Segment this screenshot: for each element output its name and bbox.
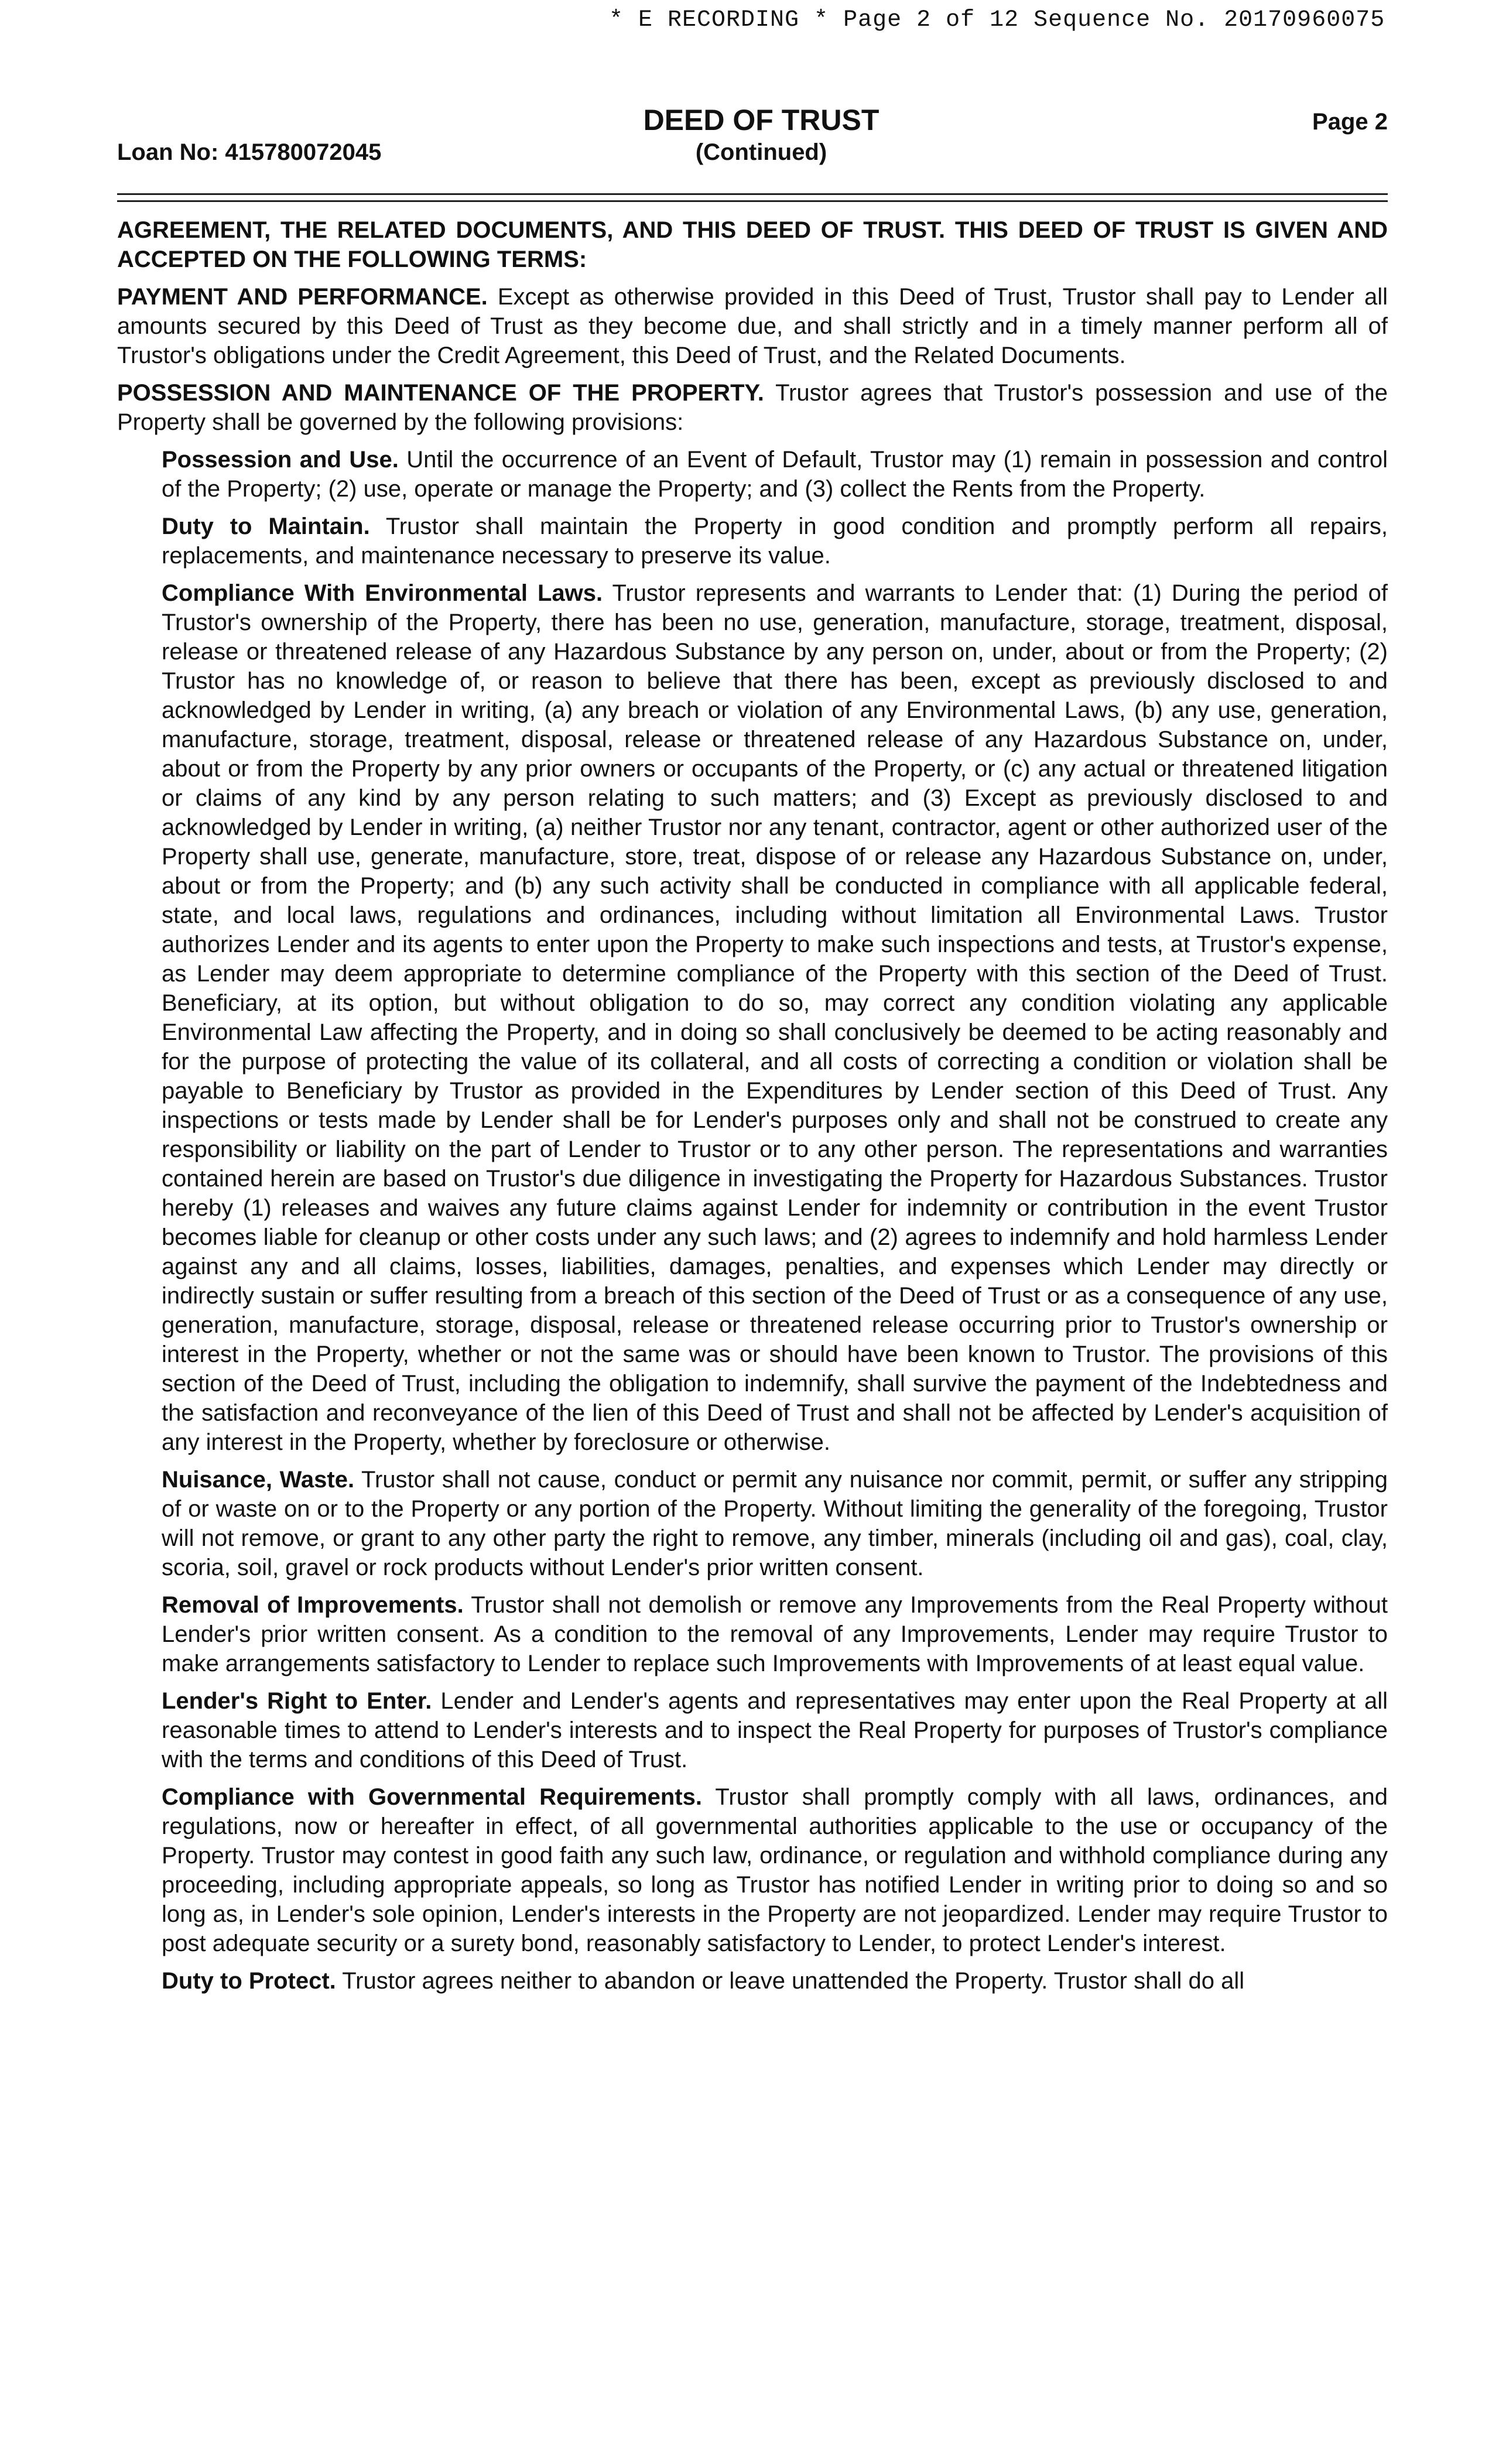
subsection-heading: Removal of Improvements. (162, 1592, 464, 1618)
section-payment-and-performance (117, 282, 1388, 370)
subsection-heading: Lender's Right to Enter. (162, 1688, 432, 1714)
subsection-possession-and-use (117, 445, 1388, 504)
subsection-duty-to-maintain (117, 512, 1388, 570)
subsection-body: Trustor shall promptly comply with all laws, ordinances, and regulations, now or hereafter in effect, of all governmental authorities applicable to the use or occupancy of the Property. Trustor may contest in good faith any such law, ordinance, or regulation and withhold compliance during any proceeding, including appropriate appeals, so long as Trustor has notified Lender in writing prior to doing so and so long as, in Lender's sole opinion, Lender's interests in the Property are not jeopardized. Lender may require Trustor to post adequate security or a surety bond, reasonably satisfactory to Lender, to protect Lender's interest. (162, 1784, 1388, 1956)
subsection-body: Trustor agrees neither to abandon or leave unattended the Property. Trustor shall do all (342, 1968, 1245, 1994)
subsection-body: Trustor shall not cause, conduct or permit any nuisance nor commit, permit, or suffer any stripping of or waste on or to the Property or any portion of the Property. Without limiting the generality of the foregoing, Trustor will not remove, or grant to any other party the right to remove, any timber, minerals (including oil and gas), coal, clay, scoria, soil, gravel or rock products without Lender's prior written consent. (162, 1467, 1388, 1580)
subsection-lenders-right-to-enter (117, 1686, 1388, 1774)
section-body: Trustor agrees that Trustor's possession and use of the Property shall be governed by the following provisions: (117, 380, 1388, 435)
subsection-duty-to-protect (117, 1966, 1388, 1996)
subsection-governmental-requirements (117, 1782, 1388, 1958)
subsection-environmental-laws (117, 579, 1388, 1457)
page-number: Page 2 (1312, 109, 1388, 135)
section-heading: POSSESSION AND MAINTENANCE OF THE PROPERTY. (117, 380, 764, 406)
intro-paragraph: AGREEMENT, THE RELATED DOCUMENTS, AND THIS DEED OF TRUST. THIS DEED OF TRUST IS GIVEN AND ACCEPTED ON THE FOLLOWING TERMS: (117, 217, 1388, 272)
subsection-heading: Compliance With Environmental Laws. (162, 580, 603, 606)
document-body (117, 215, 1388, 2004)
section-heading: PAYMENT AND PERFORMANCE. (117, 284, 488, 310)
subsection-nuisance-waste (117, 1465, 1388, 1582)
document-title: DEED OF TRUST (643, 104, 879, 136)
document-subtitle: (Continued) (695, 139, 827, 165)
header-divider-bottom (117, 200, 1388, 202)
subsection-heading: Duty to Maintain. (162, 514, 370, 539)
subsection-heading: Possession and Use. (162, 447, 399, 473)
subsection-removal-of-improvements (117, 1590, 1388, 1678)
section-body: Except as otherwise provided in this Deed of Trust, Trustor shall pay to Lender all amounts secured by this Deed of Trust as they become due, and shall strictly and in a timely manner perform all of Trustor's obligations under the Credit Agreement, this Deed of Trust, and the Related Documents. (117, 284, 1388, 368)
loan-number: Loan No: 415780072045 (117, 139, 382, 165)
recording-header: * E RECORDING * Page 2 of 12 Sequence No. 20170960075 (609, 7, 1385, 33)
subsection-heading: Compliance with Governmental Requirements. (162, 1784, 702, 1810)
subsection-heading: Duty to Protect. (162, 1968, 336, 1994)
header-divider-top (117, 193, 1388, 195)
subsection-body: Trustor shall maintain the Property in good condition and promptly perform all repairs, replacements, and maintenance necessary to preserve its value. (162, 514, 1388, 569)
subsection-body: Lender and Lender's agents and representatives may enter upon the Real Property at all reasonable times to attend to Lender's interests and to inspect the Real Property for purposes of Trustor's compliance with the terms and conditions of this Deed of Trust. (162, 1688, 1388, 1772)
subsection-heading: Nuisance, Waste. (162, 1467, 355, 1493)
section-possession-and-maintenance (117, 378, 1388, 437)
subsection-body: Trustor shall not demolish or remove any Improvements from the Real Property without Lender's prior written consent. As a condition to the removal of any Improvements, Lender may require Trustor to make arrangements satisfactory to Lender to replace such Improvements with Improvements of at least equal value. (162, 1592, 1388, 1676)
subsection-body: Until the occurrence of an Event of Default, Trustor may (1) remain in possession and control of the Property; (2) use, operate or manage the Property; and (3) collect the Rents from the Property. (162, 447, 1388, 502)
subsection-body: Trustor represents and warrants to Lender that: (1) During the period of Trustor's ownership of the Property, there has been no use, generation, manufacture, storage, treatment, disposal, release or threatened release of any Hazardous Substance by any person on, under, about or from the Property; (2) Trustor has no knowledge of, or reason to believe that there has been, except as previously disclosed to and acknowledged by Lender in writing, (a) any breach or violation of any Environmental Laws, (b) any use, generation, manufacture, storage, treatment, disposal, release or threatened release of any Hazardous Substance on, under, about or from the Property by any prior owners or occupants of the Property, or (c) any actual or threatened litigation or claims of any kind by any person relating to such matters; and (3) Except as previously disclosed to and acknowledged by Lender in writing, (a) neither Trustor nor any tenant, contractor, agent or other authorized user of the Property shall use, generate, manufacture, store, treat, dispose of or release any Hazardous Substance on, under, about or from the Property; and (b) any such activity shall be conducted in compliance with all applicable federal, state, and local laws, regulations and ordinances, including without limitation all Environmental Laws. Trustor authorizes Lender and its agents to enter upon the Property to make such inspections and tests, at Trustor's expense, as Lender may deem appropriate to determine compliance of the Property with this section of the Deed of Trust. Beneficiary, at its option, but without obligation to do so, may correct any condition violating any applicable Environmental Law affecting the Property, and in doing so shall conclusively be deemed to be acting reasonably and for the purpose of protecting the value of its collateral, and all costs of correcting a condition or violation shall be payable to Beneficiary by Trustor as provided in the Expenditures by Lender section of this Deed of Trust. Any inspections or tests made by Lender shall be for Lender's purposes only and shall not be construed to create any responsibility or liability on the part of Lender to Trustor or to any other person. The representations and warranties contained herein are based on Trustor's due diligence in investigating the Property for Hazardous Substances. Trustor hereby (1) releases and waives any future claims against Lender for indemnity or contribution in the event Trustor becomes liable for cleanup or other costs under any such laws; and (2) agrees to indemnify and hold harmless Lender against any and all claims, losses, liabilities, damages, penalties, and expenses which Lender may directly or indirectly sustain or suffer resulting from a breach of this section of the Deed of Trust or as a consequence of any use, generation, manufacture, storage, disposal, release or threatened release occurring prior to Trustor's ownership or interest in the Property, whether or not the same was or should have been known to Trustor. The provisions of this section of the Deed of Trust, including the obligation to indemnify, shall survive the payment of the Indebtedness and the satisfaction and reconveyance of the lien of this Deed of Trust and shall not be affected by Lender's acquisition of any interest in the Property, whether by foreclosure or otherwise. (162, 580, 1388, 1455)
